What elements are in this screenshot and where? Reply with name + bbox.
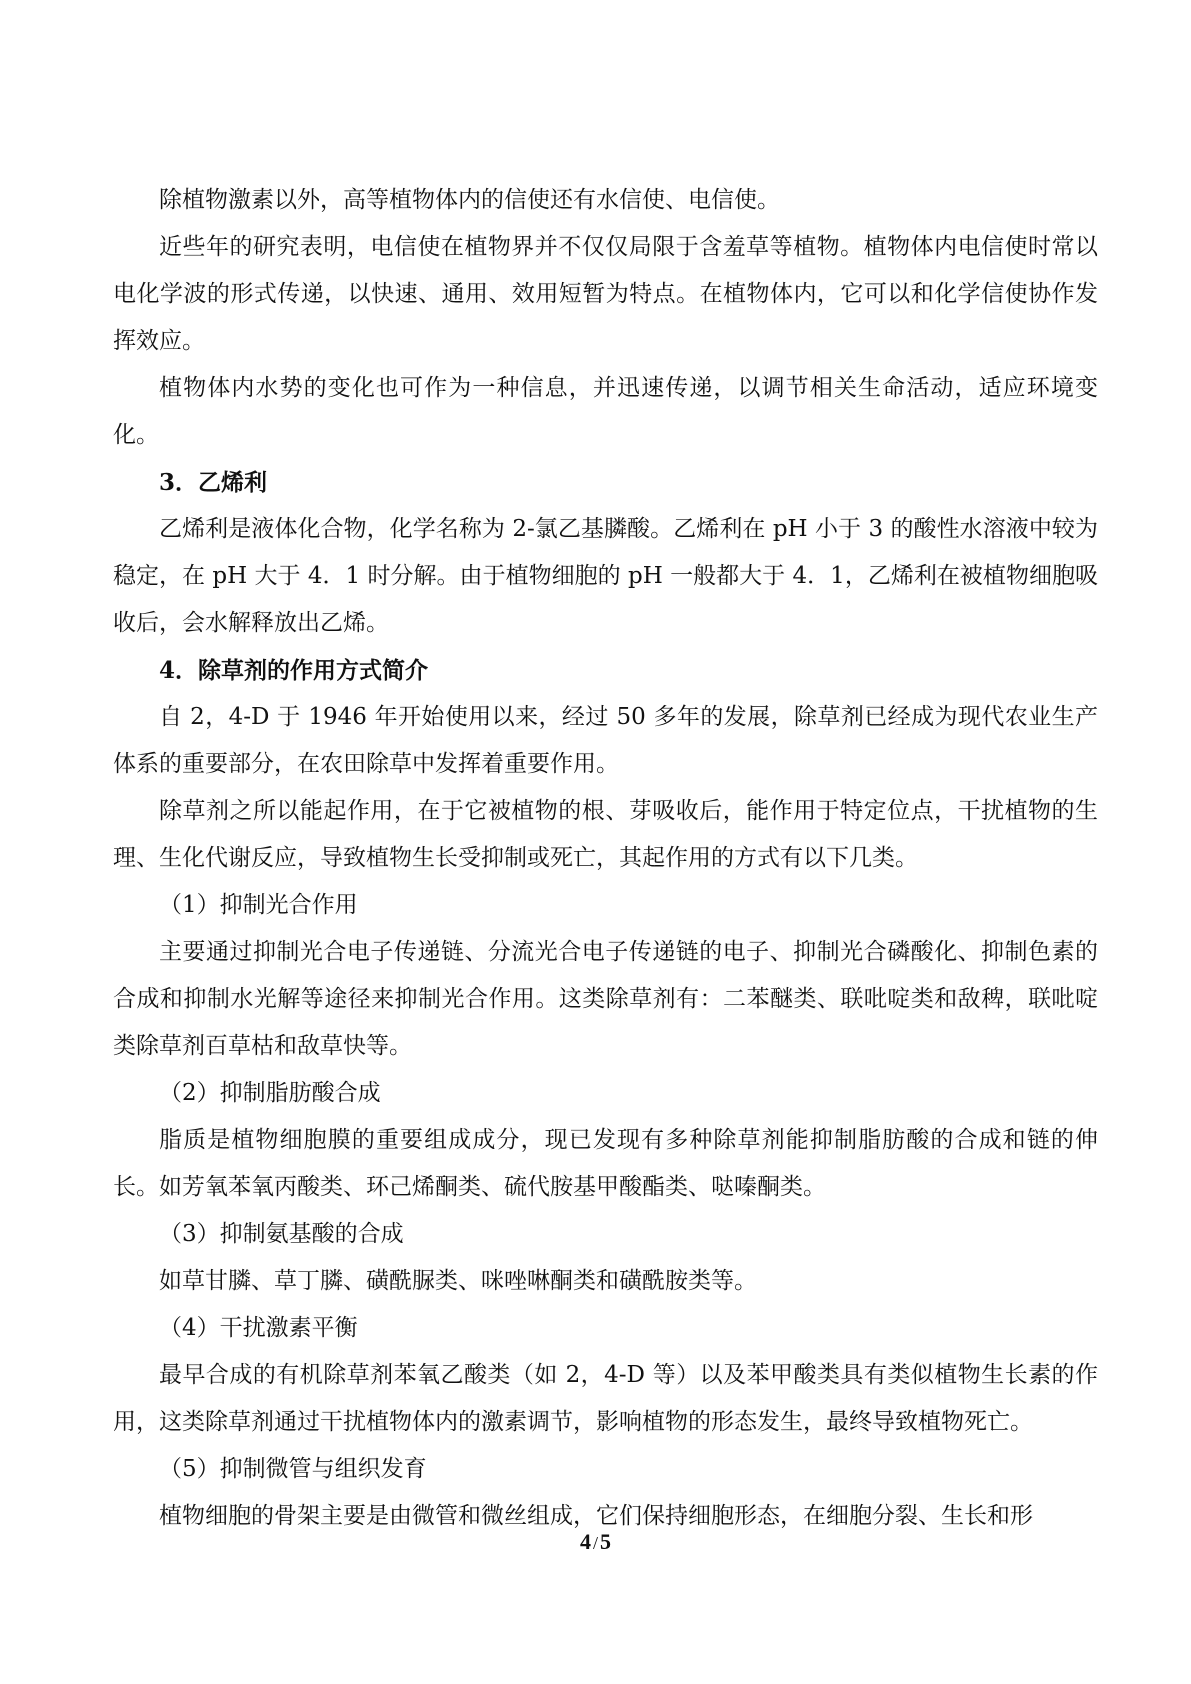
page-separator: / [592, 1533, 598, 1553]
subheading-hormone-balance: （4）干扰激素平衡 [159, 1315, 358, 1341]
paragraph-photosynthesis: 主要通过抑制光合电子传递链、分流光合电子传递链的电子、抑制光合磷酸化、抑制色素的合成和抑制水光解等途径来抑制光合作用。这类除草剂有：二苯醚类、联吡啶类和敌稗，联吡啶类除草剂百草枯和敌草快等。 [113, 939, 1098, 1059]
subheading-fatty-acid: （2）抑制脂肪酸合成 [159, 1080, 381, 1106]
paragraph-microtubule: 植物细胞的骨架主要是由微管和微丝组成，它们保持细胞形态，在细胞分裂、生长和形 [159, 1503, 1033, 1529]
subheading-photosynthesis: （1）抑制光合作用 [159, 892, 358, 918]
paragraph-hormone-balance: 最早合成的有机除草剂苯氧乙酸类（如 2，4-D 等）以及苯甲酸类具有类似植物生长素的作用，这类除草剂通过干扰植物体内的激素调节，影响植物的形态发生，最终导致植物死亡。 [113, 1362, 1098, 1435]
subheading-microtubule: （5）抑制微管与组织发育 [159, 1456, 427, 1482]
page-current: 4 [579, 1529, 591, 1554]
paragraph-electrical-messenger: 近些年的研究表明，电信使在植物界并不仅仅局限于含羞草等植物。植物体内电信使时常以电化学波的形式传递，以快速、通用、效用短暂为特点。在植物体内，它可以和化学信使协作发挥效应。 [113, 234, 1098, 354]
paragraph-ethephon: 乙烯利是液体化合物，化学名称为 2-氯乙基膦酸。乙烯利在 pH 小于 3 的酸性水溶液中较为稳定，在 pH 大于 4．1 时分解。由于植物细胞的 pH 一般都大于 4．1，乙烯利在被植物细胞吸收后，会水解释放出乙烯。 [113, 516, 1098, 636]
subheading-amino-acid: （3）抑制氨基酸的合成 [159, 1221, 404, 1247]
paragraph-herbicide-history: 自 2，4-D 于 1946 年开始使用以来，经过 50 多年的发展，除草剂已经成为现代农业生产体系的重要部分，在农田除草中发挥着重要作用。 [113, 704, 1098, 777]
paragraph-messengers: 除植物激素以外，高等植物体内的信使还有水信使、电信使。 [159, 187, 780, 213]
paragraph-water-potential: 植物体内水势的变化也可作为一种信息，并迅速传递，以调节相关生命活动，适应环境变化。 [113, 375, 1098, 448]
page-number [0, 1529, 1191, 1555]
document-body [113, 177, 1098, 1540]
paragraph-fatty-acid: 脂质是植物细胞膜的重要组成成分，现已发现有多种除草剂能抑制脂肪酸的合成和链的伸长。如芳氧苯氧丙酸类、环己烯酮类、硫代胺基甲酸酯类、哒嗪酮类。 [113, 1127, 1098, 1200]
paragraph-amino-acid: 如草甘膦、草丁膦、磺酰脲类、咪唑啉酮类和磺酰胺类等。 [159, 1268, 757, 1294]
paragraph-herbicide-mechanism: 除草剂之所以能起作用，在于它被植物的根、芽吸收后，能作用于特定位点，干扰植物的生理、生化代谢反应，导致植物生长受抑制或死亡，其起作用的方式有以下几类。 [113, 798, 1098, 871]
page-total: 5 [600, 1529, 611, 1554]
section-heading-ethephon: 3．乙烯利 [159, 469, 268, 496]
section-heading-herbicide: 4．除草剂的作用方式简介 [159, 657, 429, 684]
